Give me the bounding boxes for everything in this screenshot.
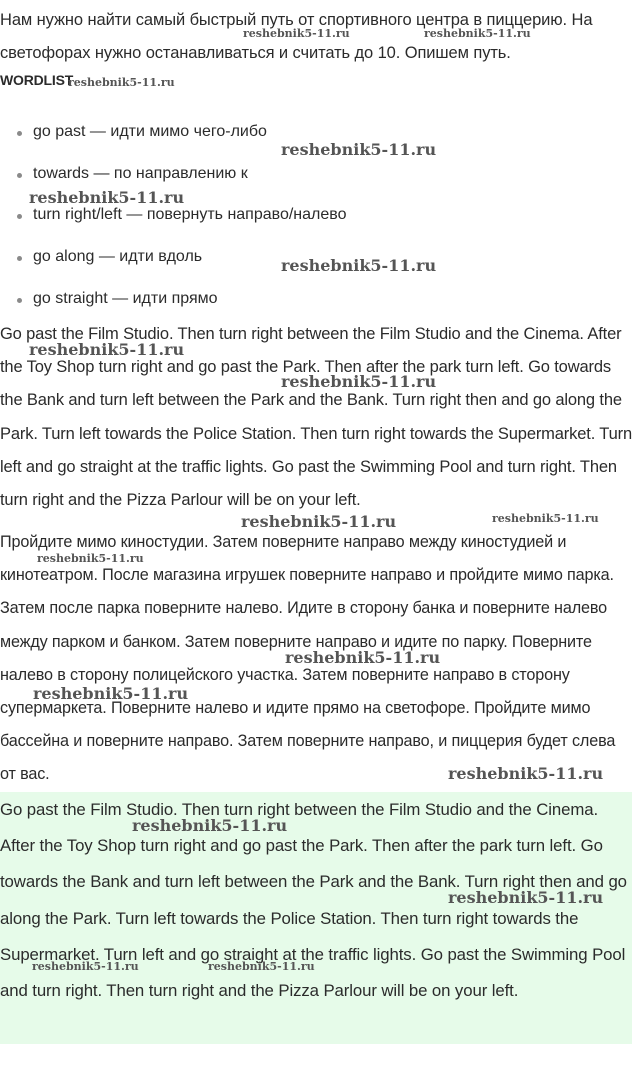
watermark: reshebnik5-11.ru bbox=[448, 764, 604, 783]
watermark: reshebnik5-11.ru bbox=[33, 684, 189, 703]
watermark: reshebnik5-11.ru bbox=[281, 140, 437, 159]
watermark: reshebnik5-11.ru bbox=[29, 188, 185, 207]
list-item: go straight — идти прямо bbox=[0, 285, 620, 327]
list-item: go past — идти мимо чего-либо bbox=[0, 118, 620, 160]
watermark: reshebnik5-11.ru bbox=[281, 256, 437, 275]
watermark: reshebnik5-11.ru bbox=[29, 340, 185, 359]
watermark: reshebnik5-11.ru bbox=[448, 888, 604, 907]
watermark: reshebnik5-11.ru bbox=[492, 512, 599, 525]
list-item: turn right/left — повернуть направо/налево bbox=[0, 201, 620, 243]
watermark: reshebnik5-11.ru bbox=[424, 27, 531, 40]
route-paragraph-russian: Пройдите мимо киностудии. Затем поверните направо между киностудией и кинотеатром. После магазина игрушек поверните направо и пройдите мимо парка. Затем после парка поверните налево. Идите в сторону банка и поверните налево между парком и банком. Затем поверните направо и идите по парку. Поверните налево в сторону полицейского участка. Затем поверните направо в сторону супермаркета. Поверните налево и идите прямо на светофоре. Пройдите мимо бассейна и поверните направо. Затем поверните направо, и пиццерия будет слева от вас. bbox=[0, 533, 616, 784]
watermark: reshebnik5-11.ru bbox=[37, 552, 144, 565]
watermark: reshebnik5-11.ru bbox=[132, 816, 288, 835]
watermark: reshebnik5-11.ru bbox=[32, 960, 139, 973]
wordlist bbox=[0, 118, 620, 326]
list-item: towards — по направлению к bbox=[0, 160, 620, 202]
watermark: reshebnik5-11.ru bbox=[243, 27, 350, 40]
watermark: reshebnik5-11.ru bbox=[241, 512, 397, 531]
answer-paragraph: Go past the Film Studio. Then turn right between the Film Studio and the Cinema. After the Toy Shop turn right and go past the Park. Then after the park turn left. Go towards the Bank and turn left between the Park and the Bank. Turn right then and go along the Park. Turn left towards the Police Station. Then turn right towards the Supermarket. Turn left and go straight at the traffic lights. Go past the Swimming Pool and turn right. Then turn right and the Pizza Parlour will be on your left. bbox=[0, 800, 627, 1001]
wordlist-heading: WORDLIST bbox=[0, 72, 74, 88]
watermark: reshebnik5-11.ru bbox=[208, 960, 315, 973]
list-item: go along — идти вдоль bbox=[0, 243, 620, 285]
watermark: reshebnik5-11.ru bbox=[285, 648, 441, 667]
route-paragraph-english: Go past the Film Studio. Then turn right between the Film Studio and the Cinema. After the Toy Shop turn right and go past the Park. Then after the park turn left. Go towards the Bank and turn left between the Park and the Bank. Turn right then and go along the Park. Turn left towards the Police Station. Then turn right towards the Supermarket. Turn left and go straight at the traffic lights. Go past the Swimming Pool and turn right. Then turn right and the Pizza Parlour will be on your left. bbox=[0, 325, 632, 510]
watermark: reshebnik5-11.ru bbox=[281, 372, 437, 391]
watermark: reshebnik5-11.ru bbox=[68, 76, 175, 89]
intro-text: Нам нужно найти самый быстрый путь от спортивного центра в пиццерию. На светофорах нужно останавливаться и считать до 10. Опишем путь. bbox=[0, 11, 593, 62]
